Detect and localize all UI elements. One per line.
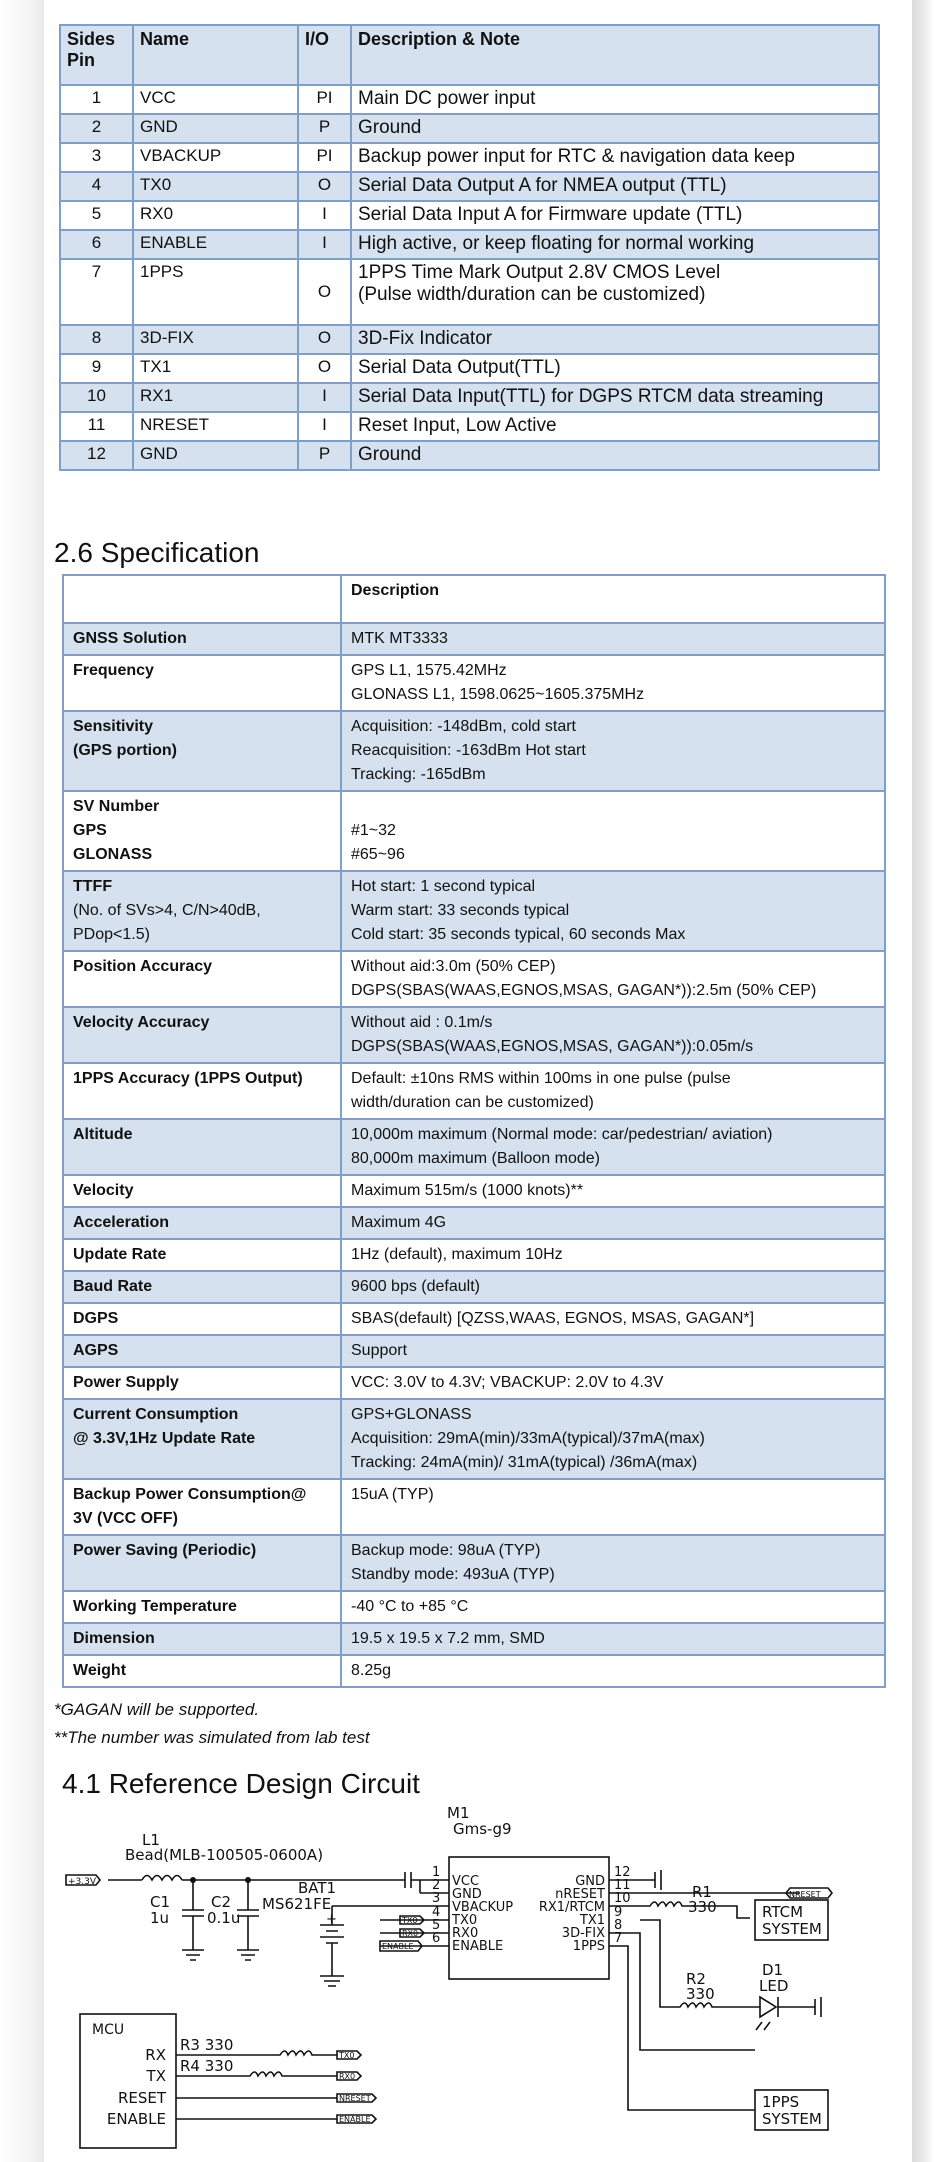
spec-section-title: 2.6 Specification	[54, 537, 260, 568]
spec-row	[63, 1239, 885, 1271]
spec-key: SV Number GPS GLONASS	[63, 791, 341, 871]
spec-row	[63, 1535, 885, 1591]
spec-key: Position Accuracy	[63, 951, 341, 1007]
spec-value: Default: ±10ns RMS within 100ms in one pulse (pulse width/duration can be customized)	[341, 1063, 885, 1119]
spec-key: Sensitivity (GPS portion)	[63, 711, 341, 791]
pin-description: Serial Data Input(TTL) for DGPS RTCM data streaming	[351, 383, 879, 412]
spec-row	[63, 1399, 885, 1479]
spec-value: Maximum 4G	[341, 1207, 885, 1239]
pin-num-6: 6	[432, 1931, 441, 1946]
svg-text:+: +	[326, 1912, 337, 1927]
pin-name: VCC	[133, 85, 298, 114]
pin-row	[60, 325, 879, 354]
spec-row	[63, 1271, 885, 1303]
pin-row	[60, 412, 879, 441]
mcu-pin-tx: TX	[146, 2067, 166, 2085]
rtcm-box-line2: SYSTEM	[762, 1920, 822, 1938]
pin-table	[59, 24, 880, 471]
spec-key: Current Consumption @ 3.3V,1Hz Update Rate	[63, 1399, 341, 1479]
pin-row	[60, 114, 879, 143]
inductor-l1	[142, 1876, 182, 1881]
header-io: I/O	[298, 25, 351, 85]
pin-io: PI	[298, 143, 351, 172]
pin-row	[60, 230, 879, 259]
spec-row	[63, 1655, 885, 1687]
pin-name: NRESET	[133, 412, 298, 441]
pin-io: O	[298, 354, 351, 383]
pin-number: 11	[60, 412, 133, 441]
pin-row	[60, 441, 879, 470]
capacitor-c1	[182, 1880, 204, 1950]
spec-header-row	[63, 575, 885, 623]
pin-io: P	[298, 114, 351, 143]
pps-box-line2: SYSTEM	[762, 2110, 822, 2128]
pin-row	[60, 354, 879, 383]
c1-ref: C1	[150, 1893, 171, 1911]
spec-key: Altitude	[63, 1119, 341, 1175]
pin-number: 6	[60, 230, 133, 259]
tag-tx0: TX0	[402, 1916, 418, 1925]
pin-name-rx1-rtcm: RX1/RTCM	[538, 1900, 605, 1915]
tag-rx0: RX0	[402, 1929, 419, 1938]
nreset-tag: NRESET	[789, 1890, 821, 1899]
spec-row	[63, 1623, 885, 1655]
pin-num-3: 3	[432, 1891, 441, 1906]
pin-num-1: 1	[432, 1865, 441, 1880]
supply-label: +3.3V	[68, 1877, 97, 1887]
pin-name: TX1	[133, 354, 298, 383]
spec-row	[63, 655, 885, 711]
mcu-tag-tx0: TX0	[339, 2051, 355, 2060]
footnote-gagan: *GAGAN will be supported.	[54, 1700, 260, 1719]
spec-key: Backup Power Consumption@ 3V (VCC OFF)	[63, 1479, 341, 1535]
mcu-pin-rx: RX	[145, 2046, 166, 2064]
spec-key: Acceleration	[63, 1207, 341, 1239]
spec-table	[62, 574, 886, 1688]
pin-name: 1PPS	[133, 259, 298, 325]
pin-number: 10	[60, 383, 133, 412]
spec-key: Power Supply	[63, 1367, 341, 1399]
pin-name-gnd-right: GND	[575, 1874, 605, 1889]
pin-number: 12	[60, 441, 133, 470]
pin-io: PI	[298, 85, 351, 114]
pin-row	[60, 201, 879, 230]
pin-description: Serial Data Input A for Firmware update (TTL)	[351, 201, 879, 230]
pin-name-tx1: TX1	[579, 1913, 605, 1928]
pin-name-rx0: RX0	[452, 1926, 479, 1941]
pin-description: Reset Input, Low Active	[351, 412, 879, 441]
header-description: Description & Note	[351, 25, 879, 85]
bat-ref: BAT1	[298, 1879, 337, 1897]
spec-value: 9600 bps (default)	[341, 1271, 885, 1303]
spec-row	[63, 1119, 885, 1175]
spec-value: GPS L1, 1575.42MHz GLONASS L1, 1598.0625~1605.375MHz	[341, 655, 885, 711]
pin-name-vcc: VCC	[452, 1874, 480, 1889]
spec-header-description: Description	[341, 575, 885, 623]
r1-value: 330	[688, 1898, 717, 1916]
pin-number: 3	[60, 143, 133, 172]
r2-value: 330	[686, 1985, 715, 2003]
pin-num-8: 8	[614, 1918, 623, 1933]
pin-num-9: 9	[614, 1905, 623, 1920]
spec-value: SBAS(default) [QZSS,WAAS, EGNOS, MSAS, GAGAN*]	[341, 1303, 885, 1335]
spec-key: AGPS	[63, 1335, 341, 1367]
pin-num-5: 5	[432, 1918, 441, 1933]
spec-row	[63, 1335, 885, 1367]
header-pin: Sides Pin	[60, 25, 133, 85]
pin-num-7: 7	[614, 1931, 623, 1946]
r1-ref: R1	[692, 1883, 712, 1901]
pin-io: I	[298, 230, 351, 259]
pin-number: 1	[60, 85, 133, 114]
pin-io: P	[298, 441, 351, 470]
reference-circuit	[0, 1800, 934, 2162]
pin-description: Backup power input for RTC & navigation data keep	[351, 143, 879, 172]
pin-row	[60, 259, 879, 325]
pin-description: Ground	[351, 441, 879, 470]
spec-value: 10,000m maximum (Normal mode: car/pedestrian/ aviation) 80,000m maximum (Balloon mode)	[341, 1119, 885, 1175]
spec-value: 15uA (TYP)	[341, 1479, 885, 1535]
spec-value: Without aid:3.0m (50% CEP) DGPS(SBAS(WAAS,EGNOS,MSAS, GAGAN*)):2.5m (50% CEP)	[341, 951, 885, 1007]
spec-row	[63, 711, 885, 791]
pps-box-line1: 1PPS	[762, 2093, 800, 2111]
spec-row	[63, 1367, 885, 1399]
spec-key: GNSS Solution	[63, 623, 341, 655]
pin-name-nreset: nRESET	[555, 1887, 605, 1902]
spec-row	[63, 1007, 885, 1063]
pin-number: 4	[60, 172, 133, 201]
spec-row	[63, 623, 885, 655]
pin-description: 1PPS Time Mark Output 2.8V CMOS Level (Pulse width/duration can be customized)	[351, 259, 879, 325]
spec-value: MTK MT3333	[341, 623, 885, 655]
pin-name-enable: ENABLE	[452, 1939, 504, 1954]
l1-value: Bead(MLB-100505-0600A)	[125, 1846, 324, 1864]
spec-key: Velocity Accuracy	[63, 1007, 341, 1063]
mcu-tag-enable: ENABLE	[339, 2115, 371, 2124]
pin-name: GND	[133, 114, 298, 143]
pin-io: O	[298, 172, 351, 201]
pin-name: VBACKUP	[133, 143, 298, 172]
footnote-lab-test: **The number was simulated from lab test	[54, 1728, 370, 1747]
spec-value: GPS+GLONASS Acquisition: 29mA(min)/33mA(typical)/37mA(max) Tracking: 24mA(min)/ 31mA(typical) /36mA(max)	[341, 1399, 885, 1479]
module-name: Gms-g9	[453, 1820, 512, 1838]
pin-name: 3D-FIX	[133, 325, 298, 354]
spec-value: -40 °C to +85 °C	[341, 1591, 885, 1623]
pin-number: 8	[60, 325, 133, 354]
pin-row	[60, 172, 879, 201]
pin-name-3d-fix: 3D-FIX	[561, 1926, 605, 1941]
pin-description: Main DC power input	[351, 85, 879, 114]
pin-io: O	[298, 325, 351, 354]
c1-value: 1u	[150, 1909, 170, 1927]
spec-value: 1Hz (default), maximum 10Hz	[341, 1239, 885, 1271]
mcu-pin-reset: RESET	[117, 2089, 166, 2107]
module-ref: M1	[447, 1804, 470, 1822]
spec-value: Without aid : 0.1m/s DGPS(SBAS(WAAS,EGNOS,MSAS, GAGAN*)):0.05m/s	[341, 1007, 885, 1063]
d1-ref: D1	[762, 1961, 784, 1979]
spec-key: Velocity	[63, 1175, 341, 1207]
spec-value: 19.5 x 19.5 x 7.2 mm, SMD	[341, 1623, 885, 1655]
spec-key: Update Rate	[63, 1239, 341, 1271]
l1-ref: L1	[142, 1831, 160, 1849]
r2-ref: R2	[686, 1970, 706, 1988]
mcu-tag-nreset: NRESET	[339, 2094, 371, 2103]
bat-value: MS621FE	[262, 1895, 332, 1913]
spec-row	[63, 1303, 885, 1335]
pin-name-gnd: GND	[452, 1887, 482, 1902]
mcu-tag-rx0: RX0	[339, 2072, 356, 2081]
spec-row	[63, 871, 885, 951]
pin-row	[60, 383, 879, 412]
pin-row	[60, 85, 879, 114]
pin-name-tx0: TX0	[452, 1913, 478, 1928]
spec-key: 1PPS Accuracy (1PPS Output)	[63, 1063, 341, 1119]
pin-io: I	[298, 201, 351, 230]
spec-value: Support	[341, 1335, 885, 1367]
c2-value: 0.1u	[207, 1909, 241, 1927]
spec-key: Frequency	[63, 655, 341, 711]
spec-key: DGPS	[63, 1303, 341, 1335]
spec-header-empty	[63, 575, 341, 623]
pin-num-2: 2	[432, 1878, 441, 1893]
pin-description: High active, or keep floating for normal working	[351, 230, 879, 259]
spec-value: Maximum 515m/s (1000 knots)**	[341, 1175, 885, 1207]
spec-row	[63, 1591, 885, 1623]
pin-io: I	[298, 412, 351, 441]
spec-key: TTFF (No. of SVs>4, C/N>40dB, PDop<1.5)	[63, 871, 341, 951]
pin-num-4: 4	[432, 1905, 441, 1920]
pin-name: TX0	[133, 172, 298, 201]
rtcm-box-line1: RTCM	[762, 1903, 804, 1921]
header-name: Name	[133, 25, 298, 85]
spec-value: VCC: 3.0V to 4.3V; VBACKUP: 2.0V to 4.3V	[341, 1367, 885, 1399]
spec-value: #1~32 #65~96	[341, 791, 885, 871]
pin-description: Serial Data Output(TTL)	[351, 354, 879, 383]
spec-row	[63, 951, 885, 1007]
spec-row	[63, 1207, 885, 1239]
spec-key: Weight	[63, 1655, 341, 1687]
spec-row	[63, 791, 885, 871]
pin-description: Serial Data Output A for NMEA output (TTL)	[351, 172, 879, 201]
r3-label: R3 330	[180, 2036, 234, 2054]
mcu-pin-enable: ENABLE	[106, 2110, 166, 2128]
pin-number: 7	[60, 259, 133, 325]
pin-io: I	[298, 383, 351, 412]
spec-key: Dimension	[63, 1623, 341, 1655]
pin-name: RX0	[133, 201, 298, 230]
spec-value: Backup mode: 98uA (TYP) Standby mode: 493uA (TYP)	[341, 1535, 885, 1591]
pin-num-12: 12	[614, 1865, 631, 1880]
pin-name: GND	[133, 441, 298, 470]
circuit-section-title: 4.1 Reference Design Circuit	[62, 1768, 420, 1799]
spec-key: Power Saving (Periodic)	[63, 1535, 341, 1591]
pin-description: Ground	[351, 114, 879, 143]
r4-label: R4 330	[180, 2057, 234, 2075]
mcu-title: MCU	[92, 2022, 125, 2038]
pin-name-1pps: 1PPS	[572, 1939, 605, 1954]
spec-row	[63, 1479, 885, 1535]
tag-enable: ENABLE	[382, 1942, 414, 1951]
pin-number: 9	[60, 354, 133, 383]
pin-table-header	[60, 25, 879, 85]
spec-value: 8.25g	[341, 1655, 885, 1687]
spec-row	[63, 1063, 885, 1119]
pin-row	[60, 143, 879, 172]
pin-number: 2	[60, 114, 133, 143]
spec-value: Hot start: 1 second typical Warm start: 33 seconds typical Cold start: 35 seconds typical, 60 seconds Max	[341, 871, 885, 951]
spec-value: Acquisition: -148dBm, cold start Reacquisition: -163dBm Hot start Tracking: -165dBm	[341, 711, 885, 791]
pin-name: RX1	[133, 383, 298, 412]
pin-number: 5	[60, 201, 133, 230]
spec-key: Baud Rate	[63, 1271, 341, 1303]
pin-num-11: 11	[614, 1878, 631, 1893]
pin-name: ENABLE	[133, 230, 298, 259]
spec-key: Working Temperature	[63, 1591, 341, 1623]
pin-description: 3D-Fix Indicator	[351, 325, 879, 354]
pin-io: O	[298, 259, 351, 325]
spec-row	[63, 1175, 885, 1207]
pin-num-10: 10	[614, 1891, 631, 1906]
d1-value: LED	[759, 1977, 789, 1995]
pin-name-vbackup: VBACKUP	[452, 1900, 514, 1915]
c2-ref: C2	[211, 1893, 232, 1911]
led-d1	[760, 1997, 821, 2017]
